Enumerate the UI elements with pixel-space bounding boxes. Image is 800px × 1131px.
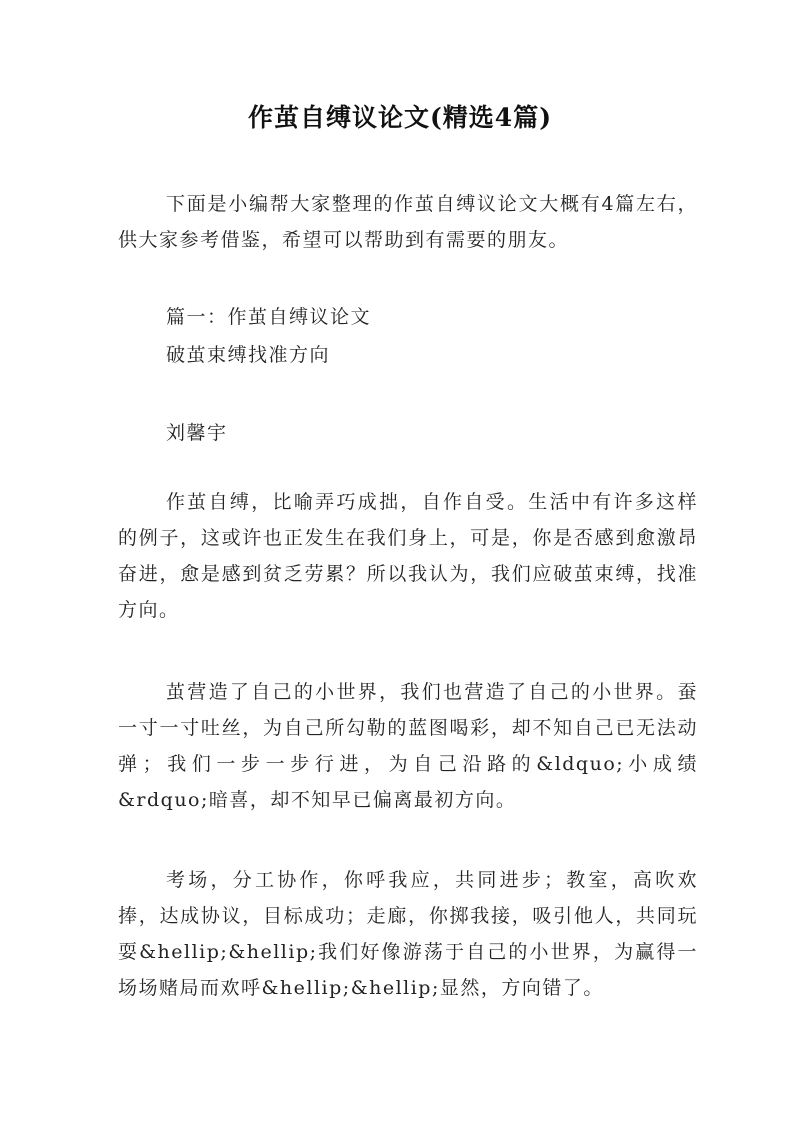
intro-paragraph: 下面是小编帮大家整理的作茧自缚议论文大概有4篇左右，供大家参考借鉴，希望可以帮助到有需要的朋友。: [118, 193, 698, 251]
body-paragraph-1: 作茧自缚，比喻弄巧成拙，自作自受。生活中有许多这样的例子，这或许也正发生在我们身上，可是，你是否感到愈激昂奋进，愈是感到贫乏劳累？所以我认为，我们应破茧束缚，找准方向。: [118, 491, 698, 621]
essay-author: 刘馨宇: [166, 422, 228, 444]
section-heading: 篇一：作茧自缚议论文: [166, 306, 372, 328]
body-paragraph-2: 茧营造了自己的小世界，我们也营造了自己的小世界。蚕一寸一寸吐丝，为自己所勾勒的蓝图喝彩，却不知自己已无法动弹；我们一步一步行进，为自己沿路的&ldquo;小成绩&rdquo;暗喜，却不知早已偏离最初方向。: [118, 681, 698, 811]
document-title: 作茧自缚议论文(精选4篇): [247, 103, 553, 132]
essay-subtitle: 破茧束缚找准方向: [166, 344, 331, 366]
body-paragraph-3: 考场，分工协作，你呼我应，共同进步；教室，高吹欢捧，达成协议，目标成功；走廊，你掷我接，吸引他人，共同玩耍&hellip;&hellip;我们好像游荡于自己的小世界，为赢得一场场赌局而欢呼&hellip;&hellip;显然，方向错了。: [118, 869, 698, 999]
